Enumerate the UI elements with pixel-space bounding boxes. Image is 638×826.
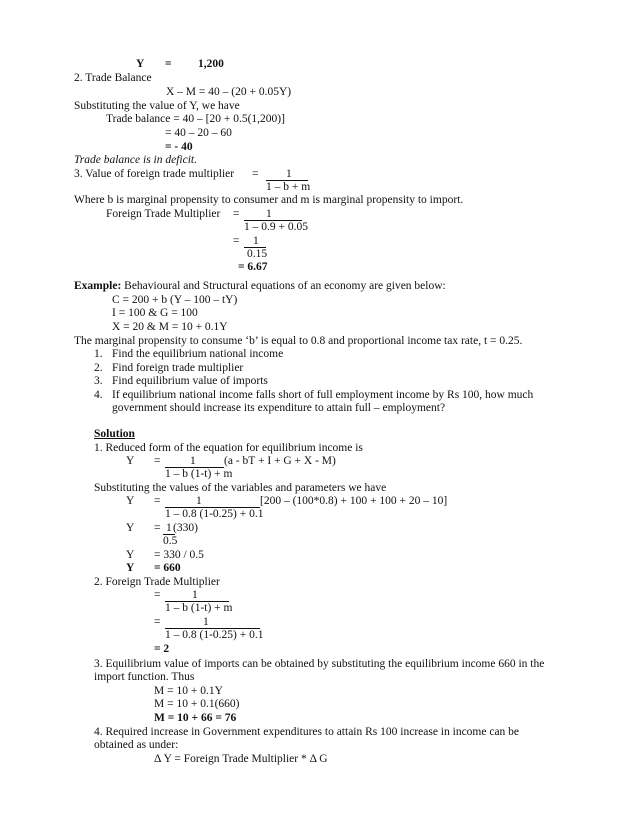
example-label: Example:	[74, 280, 122, 292]
y-result-lhs: Y	[136, 58, 145, 70]
s3-numerator: 1	[166, 522, 172, 534]
s3-eq: =	[154, 522, 161, 534]
question-4-num: 4.	[94, 389, 103, 401]
example-eq-2: I = 100 & G = 100	[112, 307, 198, 319]
s1-eq: =	[154, 455, 161, 467]
question-1-text: Find the equilibrium national income	[112, 348, 284, 360]
ftm2-label: Foreign Trade Multiplier	[106, 208, 221, 220]
s3-denominator: 0.5	[163, 535, 178, 547]
trade-balance-line-3: = - 40	[165, 141, 193, 153]
deficit-note: Trade balance is in deficit.	[74, 154, 197, 166]
ftm2-denominator: 1 – 0.9 + 0.05	[244, 221, 308, 233]
s-ftm-eq-1: =	[154, 589, 161, 601]
s1-y: Y	[126, 455, 135, 467]
question-3-text: Find equilibrium value of imports	[112, 375, 268, 387]
s2-rest: [200 – (100*0.8) + 100 + 100 + 20 – 10]	[260, 495, 448, 507]
mpc-text: The marginal propensity to consume ‘b’ is equal to 0.8 and proportional income tax rate, t = 0.25.	[74, 335, 523, 347]
question-2-num: 2.	[94, 362, 103, 374]
ftm-numerator: 1	[286, 168, 292, 180]
solution-heading: Solution	[94, 428, 135, 440]
question-4-text: If equilibrium national income falls short of full employment income by Rs 100, how much	[112, 389, 534, 401]
ftm2-numerator: 1	[266, 208, 272, 220]
s-ftm-denominator-1: 1 – b (1-t) + m	[165, 602, 233, 614]
example-line	[74, 280, 446, 293]
s1-numerator: 1	[190, 455, 196, 467]
s1-denominator: 1 – b (1-t) + m	[165, 468, 233, 480]
s-ftm-eq-2: =	[154, 616, 161, 628]
solution-step-1-heading: 1. Reduced form of the equation for equilibrium income is	[94, 442, 363, 454]
y-result-value: 1,200	[198, 58, 224, 70]
ftm2-numerator-2: 1	[253, 235, 259, 247]
imports-eq-1: M = 10 + 0.1Y	[154, 685, 223, 697]
s-ftm-numerator-1: 1	[192, 589, 198, 601]
imports-eq-2: M = 10 + 0.1(660)	[154, 698, 240, 710]
ftm2-eq: =	[233, 208, 240, 220]
s1-rest: (a - bT + I + G + X - M)	[224, 455, 336, 467]
question-3-num: 3.	[94, 375, 103, 387]
example-text: Behavioural and Structural equations of an economy are given below:	[121, 280, 446, 292]
y-result-eq: =	[165, 58, 172, 70]
example-eq-1: C = 200 + b (Y – 100 – tY)	[112, 294, 238, 306]
s2-denominator: 1 – 0.8 (1-0.25) + 0.1	[165, 508, 264, 520]
ftm-eq: =	[252, 168, 259, 180]
s2-y: Y	[126, 495, 135, 507]
where-text: Where b is marginal propensity to consumer and m is marginal propensity to import.	[74, 194, 464, 206]
trade-balance-line-2: = 40 – 20 – 60	[165, 127, 232, 139]
imports-text-1: 3. Equilibrium value of imports can be obtained by substituting the equilibrium income 660 in the	[94, 658, 545, 670]
substitution-text-2: Substituting the values of the variables and parameters we have	[94, 482, 387, 494]
s3-rest: (330)	[173, 522, 198, 534]
question-2-text: Find foreign trade multiplier	[112, 362, 244, 374]
example-eq-3: X = 20 & M = 10 + 0.1Y	[112, 321, 228, 333]
imports-text-2: import function. Thus	[94, 671, 195, 683]
s2-eq: =	[154, 495, 161, 507]
question-4-continuation: government should increase its expenditure to attain full – employment?	[112, 402, 446, 414]
s-ftm-numerator-2: 1	[203, 616, 209, 628]
trade-formula: X – M = 40 – (20 + 0.05Y)	[166, 86, 292, 98]
substitution-text: Substituting the value of Y, we have	[74, 100, 240, 112]
ftm2-eq-2: =	[233, 235, 240, 247]
s-ftm-result: = 2	[154, 643, 170, 655]
ftm-heading: 3. Value of foreign trade multiplier	[74, 168, 235, 180]
trade-balance-heading: 2. Trade Balance	[74, 72, 152, 84]
gov-eq: Δ Y = Foreign Trade Multiplier * Δ G	[154, 753, 328, 765]
s-ftm-denominator-2: 1 – 0.8 (1-0.25) + 0.1	[165, 629, 264, 641]
trade-balance-line-1: Trade balance = 40 – [20 + 0.5(1,200)]	[106, 113, 285, 125]
gov-text-2: obtained as under:	[94, 739, 179, 751]
ftm2-result: = 6.67	[238, 261, 268, 273]
s4-rhs: = 330 / 0.5	[154, 549, 204, 561]
imports-eq-3: M = 10 + 66 = 76	[154, 712, 237, 724]
s4-y: Y	[126, 549, 135, 561]
solution-step-2-heading: 2. Foreign Trade Multiplier	[94, 576, 220, 588]
question-1-num: 1.	[94, 348, 103, 360]
gov-text-1: 4. Required increase in Government expenditures to attain Rs 100 increase in income can be	[94, 726, 520, 738]
s2-numerator: 1	[196, 495, 202, 507]
s3-y: Y	[126, 522, 135, 534]
ftm2-denominator-2: 0.15	[247, 248, 268, 260]
s5-y: Y	[126, 562, 135, 574]
s5-rhs: = 660	[154, 562, 181, 574]
ftm-denominator: 1 – b + m	[266, 181, 311, 193]
